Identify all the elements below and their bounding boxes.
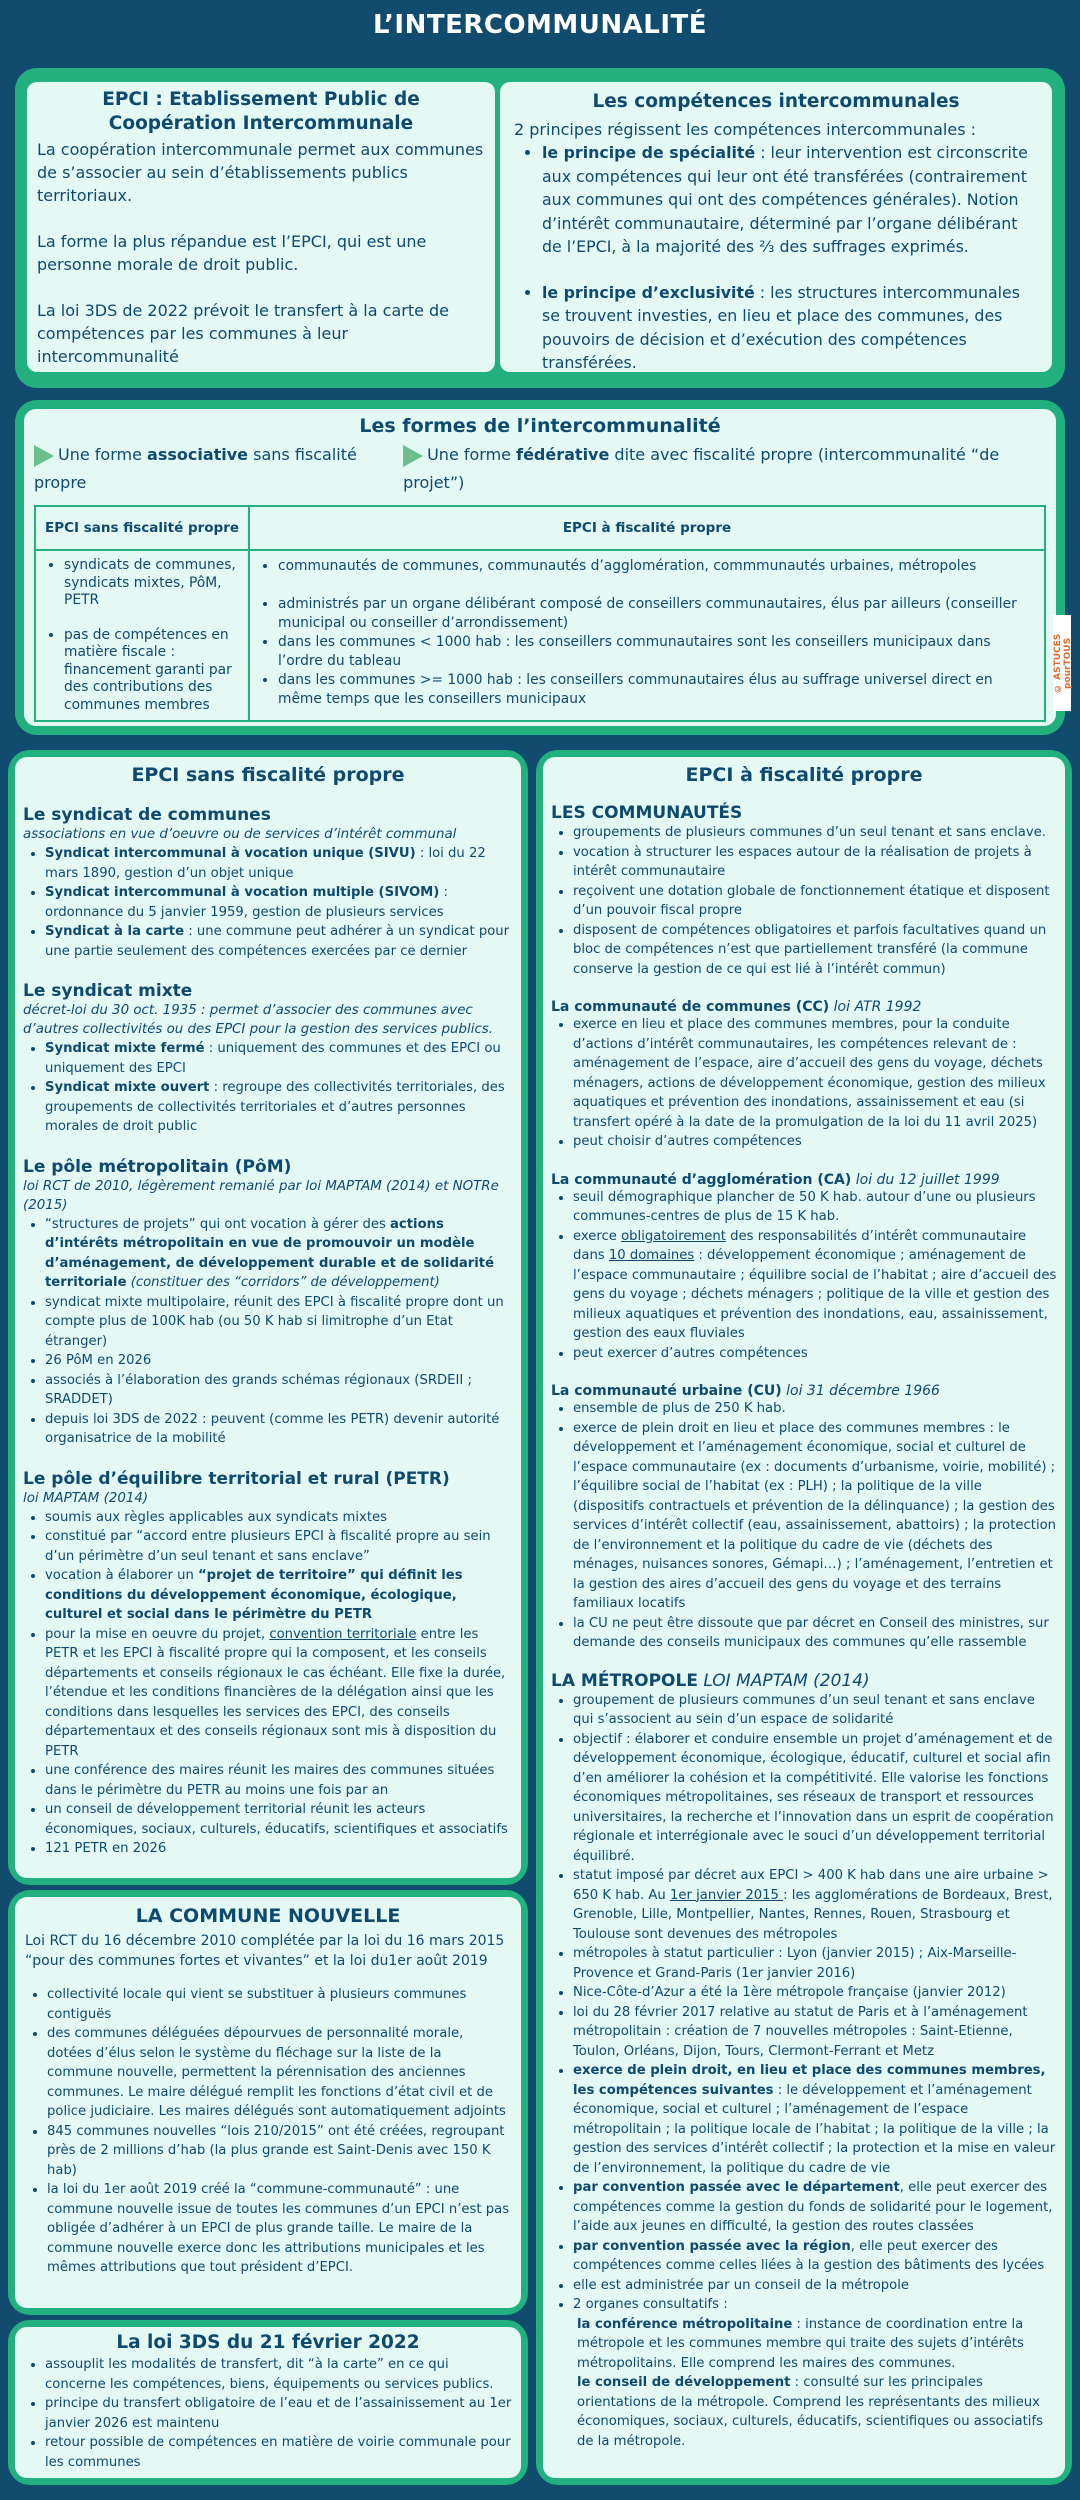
loi3ds-heading: La loi 3DS du 21 février 2022 xyxy=(116,2332,420,2353)
commune-panel xyxy=(8,1890,528,2315)
petr-item: • soumis aux règles applicables aux syndicats mixtes xyxy=(45,1508,513,1528)
pom-item: • associés à l’élaboration des grands schémas régionaux (SRDEII ; SRADDET) xyxy=(45,1371,513,1410)
metro-organe xyxy=(551,2373,1057,2451)
communautes-item: • vocation à structurer les espaces autour de la réalisation de projets à intérêt communautaire xyxy=(573,843,1057,882)
sans-card xyxy=(15,757,521,1878)
avec-cell-item: • communautés de communes, communautés d’agglomération, commmunautés urbaines, métropoles xyxy=(278,557,1038,576)
mixte-title: Le syndicat mixte xyxy=(23,981,193,1001)
petr-i4b: convention territoriale xyxy=(269,1626,417,1642)
copyright-tag: © ASTUCES pourTOUS xyxy=(1053,615,1071,711)
loi3ds-panel xyxy=(8,2320,528,2485)
metro-o2b: : consulté sur les principales orientations de la métropole. Comprend les représentants des milieux économiques, sociaux, culturels, éducatifs, scientifiques ou associatifs de la métropole. xyxy=(577,2375,1043,2449)
epci-p1: La coopération intercommunale permet aux communes de s’associer au sein d’établissements publics territoriaux. xyxy=(37,140,484,205)
petr-item: • 121 PETR en 2026 xyxy=(45,1839,513,1859)
loi3ds-item: • retour possible de compétences en matière de voirie communale pour les communes xyxy=(45,2433,513,2472)
commune-heading: LA COMMUNE NOUVELLE xyxy=(135,1905,401,1927)
sans-panel xyxy=(8,750,528,1885)
ca-item: • peut exercer d’autres compétences xyxy=(573,1344,1057,1364)
metro-i3a: statut imposé par décret aux EPCI > 400 K hab dans une aire urbaine > 650 K hab. Au xyxy=(573,1868,1049,1903)
formes-table xyxy=(34,505,1046,722)
formes-panel xyxy=(15,400,1065,735)
metro-item xyxy=(573,2237,1057,2276)
competences-card xyxy=(500,82,1052,372)
epci-card xyxy=(27,82,495,372)
principe-exclusivite-label: le principe d’exclusivité xyxy=(542,282,755,302)
ca-title xyxy=(551,1172,1057,1188)
cc-item: • exerce en lieu et place des communes membres, pour la conduite d’actions d’intérêt communautaires, les compétences relevant de : aménagement de l’espace, aire d’accueil des gens du voyage, déchets ménagers, actions de développement économique, gestion des milieux aquatiques et prévention des inondations, assainissement et eau (si transfert opéré à la date de la promulgation de la loi du 11 avril 2025) xyxy=(573,1015,1057,1132)
col-sans-fiscalite: EPCI sans fiscalité propre xyxy=(35,506,249,550)
ca-i2d: 10 domaines xyxy=(608,1248,695,1263)
communautes-item: • groupements de plusieurs communes d’un seul tenant et sans enclave. xyxy=(573,823,1057,843)
ca-i2b: obligatoirement xyxy=(621,1228,726,1244)
epci-p2: La forme la plus répandue est l’EPCI, qui est une personne morale de droit public. xyxy=(37,232,427,274)
sivu-label: Syndicat intercommunal à vocation unique (SIVU) xyxy=(45,846,416,861)
metro-item: • Nice-Côte-d’Azur a été la 1ère métropole française (janvier 2012) xyxy=(573,1983,1057,2003)
commune-intro: Loi RCT du 16 décembre 2010 complétée par la loi du 16 mars 2015 “pour des communes fortes et vivantes” et la loi du1er août 2019 xyxy=(25,1933,505,1969)
arrow-icon xyxy=(34,445,54,467)
metro-i9a: par convention passée avec la région xyxy=(573,2238,851,2254)
communautes-item: • reçoivent une dotation globale de fonctionnement étatique et disposent d’un pouvoir fiscal propre xyxy=(573,882,1057,921)
competences-heading: Les compétences intercommunales xyxy=(592,91,960,112)
metro-i8b: , elle peut exercer des compétences comme la gestion du fonds de solidarité pour le logement, l’aide aux jeunes en difficulté, la gestion des routes classées xyxy=(573,2180,1053,2234)
mixte-ouvert-text: : regroupe des collectivités territoriales, des groupements de collectivités territoriales et d’autres personnes morales de droit public xyxy=(45,1080,505,1134)
metro-item: • loi du 28 février 2017 relative au statut de Paris et à l’aménagement métropolitain : création de 7 nouvelles métropoles : Saint-Etienne, Toulon, Orléans, Dijon, Tours, Clermont-Ferrant et Metz xyxy=(573,2003,1057,2062)
avec-cell-item: • dans les communes >= 1000 hab : les conseillers communautaires élus au suffrage universel direct en même temps que les conseillers municipaux xyxy=(278,671,1038,709)
cu-title-label: La communauté urbaine (CU) xyxy=(551,1383,782,1399)
petr-sub: loi MAPTAM (2014) xyxy=(23,1490,149,1506)
petr-item xyxy=(45,1625,513,1762)
page-title: L’INTERCOMMUNALITÉ xyxy=(372,10,708,40)
commune-card xyxy=(15,1897,521,2308)
epci-p3: La loi 3DS de 2022 prévoit le transfert à la carte de compétences par les communes à leur intercommunalité xyxy=(37,301,450,366)
forme-federative xyxy=(403,441,1046,497)
sans-heading: EPCI sans fiscalité propre xyxy=(131,764,405,786)
metro-item: • groupement de plusieurs communes d’un seul tenant et sans enclave qui s’associent au sein d’un espace de solidarité xyxy=(573,1691,1057,1730)
avec-card xyxy=(543,757,1065,2478)
cu-item: • ensemble de plus de 250 K hab. xyxy=(573,1399,1057,1419)
forme-associative-pre: Une forme xyxy=(58,445,148,464)
mixte-ferme-item xyxy=(45,1039,513,1078)
metro-law: LOI MAPTAM (2014) xyxy=(697,1670,870,1691)
petr-item: • une conférence des maires réunit les maires des communes situées dans le périmètre du PETR au moins une fois par an xyxy=(45,1761,513,1800)
pom-i1b: actions d’intérêts métropolitain en vue de promouvoir un modèle d’aménagement, de développement durable et de solidarité territoriale xyxy=(45,1216,495,1290)
principe-specialite xyxy=(542,141,1038,259)
pom-item: • syndicat mixte multipolaire, réunit des EPCI à fiscalité propre dont un compte plus de 100K hab (ou 50 K hab si limitrophe d’un Etat étranger) xyxy=(45,1293,513,1352)
formes-card xyxy=(24,409,1056,726)
metro-item: • objectif : élaborer et conduire ensemble un projet d’aménagement et de développement économique, écologique, éducatif, culturel et social afin d’en améliorer la cohésion et la compétitivité. Elle valorise les fonctions économiques métropolitaines, ses réseaux de transport et ressources universitaires, la recherche et l’innovation dans un esprit de coopération régionale et interrégionale avec le souci d’un développement territorial équilibré. xyxy=(573,1730,1057,1867)
metro-item xyxy=(573,1866,1057,1944)
carte-item xyxy=(45,922,513,961)
metro-o1b: : instance de coordination entre la métropole et les communes membre qui traite des sujets d’intérêts métropolitains. Elle comprend les maires des communes. xyxy=(577,2316,1024,2371)
metro-i7b: : le développement et l’aménagement économique, social et culturel ; l’aménagement de l’espace métropolitain ; la politique locale de l’habitat ; la politique de la ville ; la gestion des services d’intérêt collectif ; la protection et la mise en valeur de l’environnement, la politique du cadre de vie xyxy=(573,2082,1056,2176)
pom-sub: loi RCT de 2010, légèrement remanié par loi MAPTAM (2014) et NOTRe (2015) xyxy=(23,1178,499,1213)
metro-i9b: , elle peut exercer des compétences comme celles liées à la gestion des bâtiments des lycées xyxy=(573,2238,1045,2273)
metro-item: • 2 organes consultatifs : xyxy=(573,2295,1057,2315)
cu-item: • exerce de plein droit en lieu et place des communes membres : le développement et l’aménagement économique, social et culturel de l’espace communautaire (ex : documents d’urbanisme, voirie, mobilité) ; l’équilibre social de l’habitat (ex : PLH) ; la politique de la ville (dispositifs contractuels et prévention de la délinquance) ; la gestion des services d’intérêt collectif (eau, assainissement, abattoirs) ; la protection de l’environnement et la politique du cadre de vie (déchets des ménages, nuisances sonores, Gémapi…) ; l’aménagement, l’entretien et la gestion des aires d’accueil des gens du voyage et des terrains familiaux locatifs xyxy=(573,1419,1057,1614)
forme-federative-bold: fédérative xyxy=(516,445,610,464)
petr-i4c: entre les PETR et les EPCI à fiscalité propre qui la composent, et les conseils départements et conseils régionaux le cas échéant. Elle fixe la durée, l’étendue et les conditions financières de la délégation ainsi que les conditions dans lesquelles les services des EPCI, des conseils départementaux et des conseils régionaux sont mis à disposition du PETR xyxy=(45,1626,506,1759)
principe-specialite-text: : leur intervention est circonscrite aux compétences qui leur ont été transférées (contrairement aux communes qui ont des compétences générales). Notion d’intérêt communautaire, déterminé par l’organe délibérant de l’EPCI, à la majorité des ⅔ des suffrages exprimés. xyxy=(542,143,1028,256)
petr-i4a: pour la mise en oeuvre du projet, xyxy=(45,1626,270,1642)
sivom-item xyxy=(45,883,513,922)
sans-cell-item: • syndicats de communes, syndicats mixtes, PôM, PETR xyxy=(64,557,242,610)
metro-i3c: : les agglomérations de Bordeaux, Brest, Grenoble, Lille, Montpellier, Nantes, Rennes, Rouen, Strasbourg et Toulouse sont devenues des métropoles xyxy=(573,1887,1053,1942)
sivu-text: : loi du 22 mars 1890, gestion d’un objet unique xyxy=(45,846,486,881)
ca-item: • seuil démographique plancher de 50 K hab. autour d’une ou plusieurs communes-centres de plus de 15 K hab. xyxy=(573,1188,1057,1227)
loi3ds-item: • principe du transfert obligatoire de l’eau et de l’assainissement au 1er janvier 2026 est maintenu xyxy=(45,2394,513,2433)
metro-item xyxy=(573,2178,1057,2237)
mixte-sub: décret-loi du 30 oct. 1935 : permet d’associer des communes avec d’autres collectivités ou des EPCI pour la gestion des services publics. xyxy=(23,1003,494,1037)
metro-organe xyxy=(551,2315,1057,2374)
arrow-icon xyxy=(403,445,423,467)
petr-i3b: “projet de territoire” qui définit les conditions du développement économique, écologique, culturel et social dans le périmètre du PETR xyxy=(45,1568,463,1622)
pom-item: • 26 PôM en 2026 xyxy=(45,1351,513,1371)
ca-i2e: : développement économique ; aménagement de l’espace communautaire ; équilibre social de l’habitat ; aire d’accueil des gens du voyage ; déchets ménagers ; politique de la ville et gestion des milieux aquatiques et prévention des inondations, eau, assainissement, gestion des eaux fluviales xyxy=(573,1248,1057,1341)
communautes-title: LES COMMUNAUTÉS xyxy=(551,803,743,823)
petr-item xyxy=(45,1566,513,1625)
principe-exclusivite-text: : les structures intercommunales se trouvent investies, en lieu et place des communes, des pouvoirs de décision et d’exécution des compétences transférées. xyxy=(542,282,1021,372)
cu-title xyxy=(551,1383,1057,1399)
ca-title-label: La communauté d’agglomération (CA) xyxy=(551,1171,852,1188)
metro-o2a: le conseil de développement xyxy=(577,2375,791,2390)
commune-item: • des communes déléguées dépourvues de personnalité morale, dotées d’élus selon le système du fléchage sur la liste de la commune nouvelle, permettent la pérennisation des anciennes communes. Le maire délégué remplit les fonctions d’état civil et de police judiciaire. Les maires délégués sont automatiquement adjoints xyxy=(47,2024,511,2122)
ca-i2c: des responsabilités d’intérêt communautaire dans xyxy=(573,1228,1027,1263)
carte-text: : une commune peut adhérer à un syndicat pour une partie seulement des compétences exercées par ce dernier xyxy=(45,924,510,959)
cc-title xyxy=(551,999,1057,1015)
ca-item xyxy=(573,1227,1057,1344)
cu-law: loi 31 décembre 1966 xyxy=(781,1383,940,1399)
commune-item: • 845 communes nouvelles “lois 210/2015” ont été créées, regroupant près de 2 millions d’hab (la plus grande est Saint-Denis avec 150 K hab) xyxy=(47,2122,511,2181)
syndicat-sub: associations en vue d’oeuvre ou de services d’intérêt communal xyxy=(23,827,457,842)
syndicat-title: Le syndicat de communes xyxy=(23,805,271,825)
loi3ds-card xyxy=(15,2327,521,2478)
carte-label: Syndicat à la carte xyxy=(45,924,185,939)
competences-intro: 2 principes régissent les compétences intercommunales : xyxy=(514,120,977,139)
cc-title-label: La communauté de communes (CC) xyxy=(551,999,830,1015)
forme-associative xyxy=(34,441,403,497)
metro-title-label: LA MÉTROPOLE xyxy=(551,1670,698,1691)
communautes-item: • disposent de compétences obligatoires et parfois facultatives quand un bloc de compétences n’est que partiellement transféré (la commune conserve la gestion de ce qui est lié à l’intérêt commun) xyxy=(573,921,1057,980)
metro-i7a: exerce de plein droit, en lieu et place des communes membres, les compétences suivantes xyxy=(573,2063,1046,2098)
petr-item: • constitué par “accord entre plusieurs EPCI à fiscalité propre au sein d’un périmètre d’un seul tenant et sans enclave” xyxy=(45,1527,513,1566)
forme-federative-pre: Une forme xyxy=(427,445,517,464)
pom-title: Le pôle métropolitain (PôM) xyxy=(23,1156,292,1177)
cc-item: • peut choisir d’autres compétences xyxy=(573,1132,1057,1152)
pom-i1c: (constituer des “corridors” de développement) xyxy=(126,1275,440,1290)
metro-title xyxy=(551,1671,1057,1691)
sivom-label: Syndicat intercommunal à vocation multiple (SIVOM) xyxy=(45,885,440,900)
avec-cell-item: • administrés par un organe délibérant composé de conseillers communautaires, élus par ailleurs (conseiller municipal ou conseiller d’arrondissement) xyxy=(278,595,1038,633)
mixte-ouvert-item xyxy=(45,1078,513,1137)
metro-i8a: par convention passée avec le département xyxy=(573,2180,900,2195)
principe-specialite-label: le principe de spécialité xyxy=(542,143,756,162)
cc-law: loi ATR 1992 xyxy=(829,999,922,1015)
metro-item: • elle est administrée par un conseil de la métropole xyxy=(573,2276,1057,2296)
epci-heading: EPCI : Etablissement Public de Coopération Intercommunale xyxy=(102,89,420,134)
cu-item: • la CU ne peut être dissoute que par décret en Conseil des ministres, sur demande des conseils municipaux des communes qu’elle rassemble xyxy=(573,1614,1057,1653)
intro-panel xyxy=(15,68,1065,388)
pom-item xyxy=(45,1215,513,1293)
commune-item: • collectivité locale qui vient se substituer à plusieurs communes contiguës xyxy=(47,1985,511,2024)
avec-cell-item: • dans les communes < 1000 hab : les conseillers communautaires sont les conseillers municipaux dans l’ordre du tableau xyxy=(278,633,1038,671)
avec-heading: EPCI à fiscalité propre xyxy=(685,764,923,786)
metro-item: • métropoles à statut particulier : Lyon (janvier 2015) ; Aix-Marseille-Provence et Grand-Paris (1er janvier 2016) xyxy=(573,1944,1057,1983)
principe-exclusivite xyxy=(542,281,1038,373)
pom-i1a: “structures de projets” qui ont vocation à gérer des xyxy=(45,1216,391,1232)
ca-i2a: exerce xyxy=(573,1228,622,1244)
formes-heading: Les formes de l’intercommunalité xyxy=(359,415,721,437)
forme-federative-post: dite avec fiscalité propre (intercommunalité “de projet”) xyxy=(403,445,1000,492)
metro-o1a: la conférence métropolitaine xyxy=(577,2316,793,2332)
loi3ds-item: • assouplit les modalités de transfert, dit “à la carte” en ce qui concerne les compétences, biens, équipements ou services publics. xyxy=(45,2355,513,2394)
mixte-ferme-text: : uniquement des communes et des EPCI ou uniquement des EPCI xyxy=(45,1041,501,1076)
metro-item xyxy=(573,2061,1057,2178)
sivu-item xyxy=(45,844,513,883)
avec-panel xyxy=(536,750,1072,2485)
metro-i3b: 1er janvier 2015 xyxy=(669,1887,784,1903)
forme-associative-bold: associative xyxy=(147,445,249,464)
petr-item: • un conseil de développement territorial réunit les acteurs économiques, sociaux, culturels, éducatifs, scientifiques et associatifs xyxy=(45,1800,513,1839)
petr-i3a: vocation à élaborer un xyxy=(45,1568,198,1583)
forme-associative-post: sans fiscalité propre xyxy=(34,445,357,492)
petr-title: Le pôle d’équilibre territorial et rural (PETR) xyxy=(23,1468,450,1489)
ca-law: loi du 12 juillet 1999 xyxy=(851,1171,1000,1188)
sans-cell-item: • pas de compétences en matière fiscale : financement garanti par des contributions des communes membres xyxy=(64,627,242,715)
mixte-ouvert-label: Syndicat mixte ouvert xyxy=(45,1080,210,1095)
sivom-text: : ordonnance du 5 janvier 1959, gestion de plusieurs services xyxy=(45,885,448,920)
mixte-ferme-label: Syndicat mixte fermé xyxy=(45,1041,205,1056)
pom-item: • depuis loi 3DS de 2022 : peuvent (comme les PETR) devenir autorité organisatrice de la mobilité xyxy=(45,1410,513,1449)
commune-item: • la loi du 1er août 2019 créé la “commune-communauté” : une commune nouvelle issue de toutes les communes d’un EPCI n’est pas obligée d’adhérer à un EPCI de plus grande taille. Le maire de la commune nouvelle exerce donc les attributions municipales et les mêmes attributions que tout président d’EPCI. xyxy=(47,2180,511,2278)
col-avec-fiscalite: EPCI à fiscalité propre xyxy=(249,506,1045,550)
